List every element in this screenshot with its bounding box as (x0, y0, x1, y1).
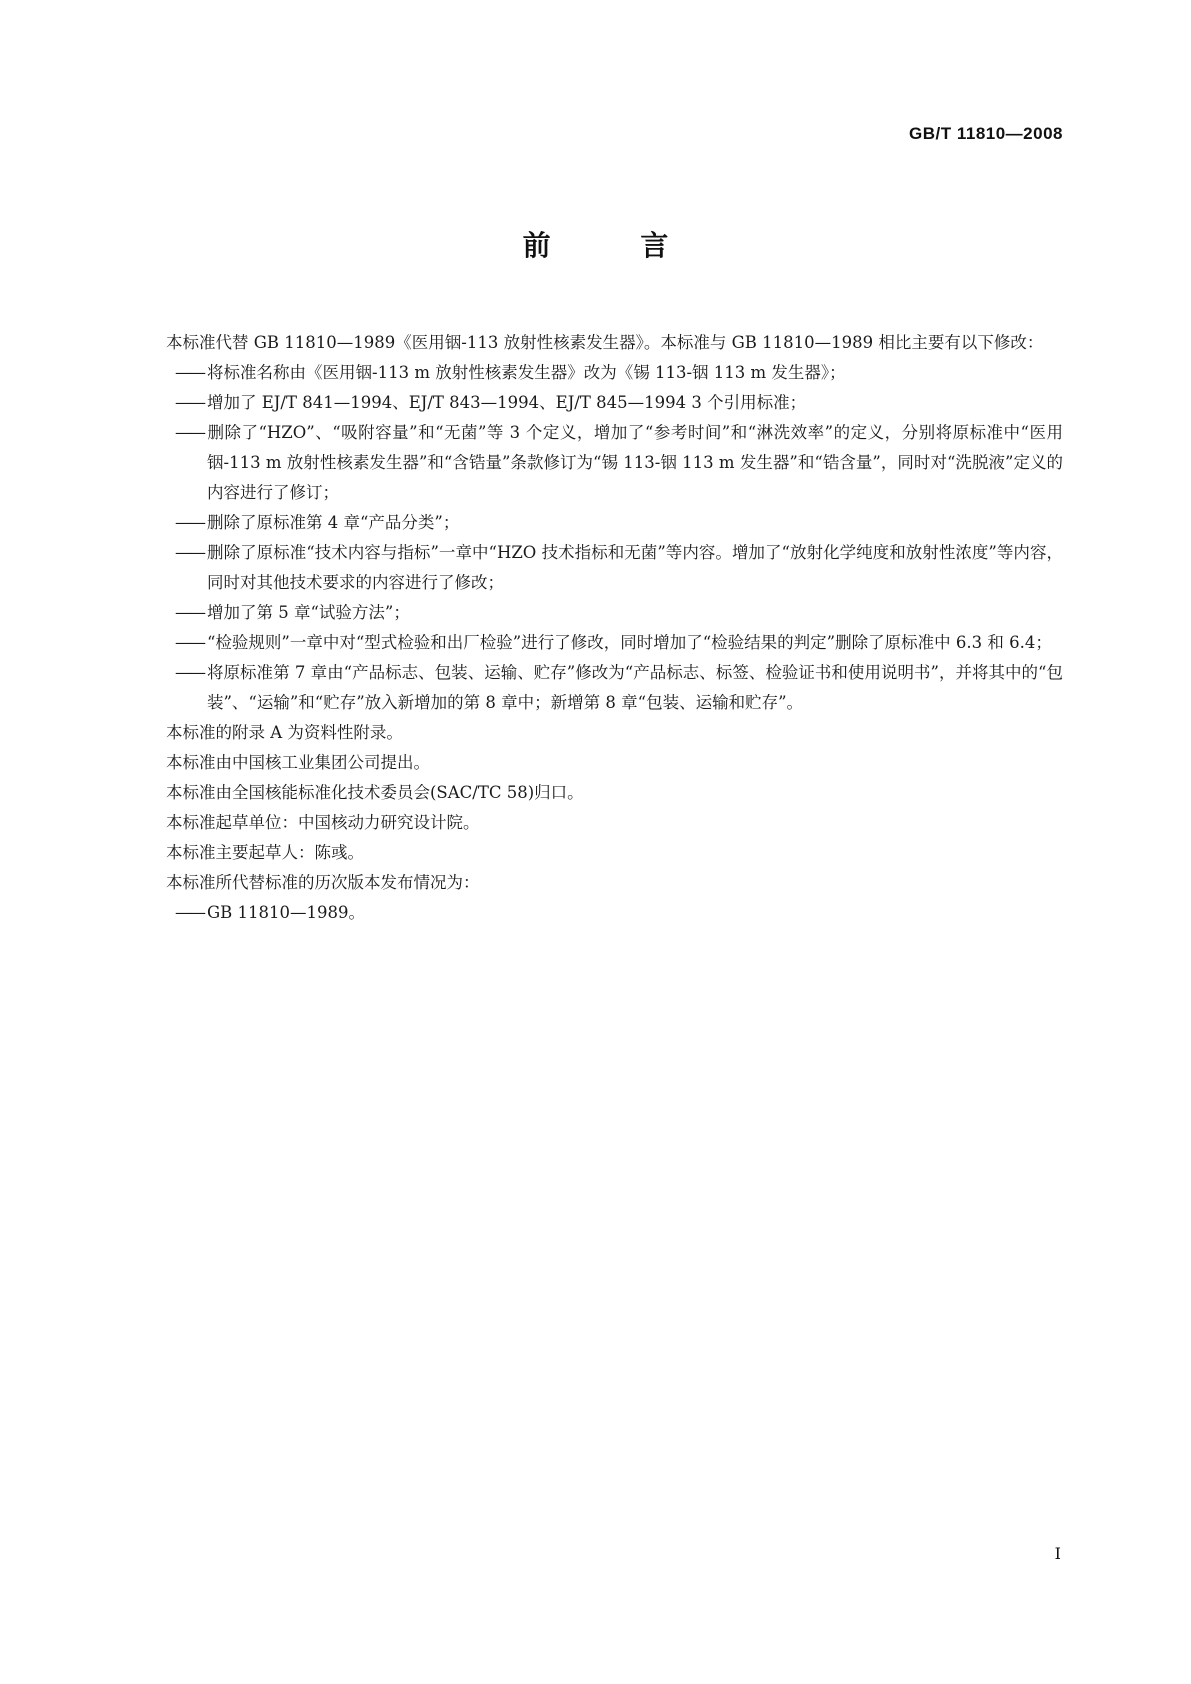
standard-code: GB/T 11810—2008 (909, 124, 1063, 143)
note-centralized-by: 本标准由全国核能标准化技术委员会(SAC/TC 58)归口。 (166, 783, 584, 802)
changes-list (133, 358, 1063, 718)
dash-marker: —— (175, 513, 204, 532)
change-item (133, 628, 1063, 658)
dash-marker: —— (175, 663, 204, 682)
dash-marker: —— (175, 543, 204, 562)
intro-paragraph: 本标准代替 GB 11810—1989《医用铟-113 放射性核素发生器》。本标准与 GB 11810—1989 相比主要有以下修改： (166, 333, 1044, 352)
note-appendix: 本标准的附录 A 为资料性附录。 (166, 723, 403, 742)
note-proposer: 本标准由中国核工业集团公司提出。 (166, 753, 430, 772)
dash-marker: —— (175, 393, 204, 412)
change-text: 增加了 EJ/T 841—1994、EJ/T 843—1994、EJ/T 845—1994 3 个引用标准； (207, 393, 807, 412)
dash-marker: —— (175, 633, 204, 652)
note-main-drafters: 本标准主要起草人：陈彧。 (166, 843, 364, 862)
change-item (133, 418, 1063, 508)
note-version-history: 本标准所代替标准的历次版本发布情况为： (166, 873, 480, 892)
note-drafting-unit: 本标准起草单位：中国核动力研究设计院。 (166, 813, 480, 832)
page-number: I (1054, 1544, 1061, 1563)
change-text: 将原标准第 7 章由“产品标志、包装、运输、贮存”修改为“产品标志、标签、检验证书和使用说明书”，并将其中的“包装”、“运输”和“贮存”放入新增加的第 8 章中；新增第 8 章“包装、运输和贮存”。 (207, 663, 1063, 712)
change-text: 将标准名称由《医用铟-113 m 放射性核素发生器》改为《锡 113-铟 113 m 发生器》； (207, 363, 846, 382)
page-title: 前 言 (522, 229, 709, 262)
dash-marker: —— (175, 603, 204, 622)
change-text: 增加了第 5 章“试验方法”； (207, 603, 410, 622)
change-item (133, 508, 1063, 538)
foreword-body (133, 328, 1063, 928)
dash-marker: —— (175, 423, 204, 442)
change-text: 删除了原标准“技术内容与指标”一章中“HZO 技术指标和无菌”等内容。增加了“放射化学纯度和放射性浓度”等内容，同时对其他技术要求的内容进行了修改； (207, 543, 1063, 592)
replaced-version-text: GB 11810—1989。 (207, 903, 366, 922)
change-item (133, 358, 1063, 388)
change-text: 删除了“HZO”、“吸附容量”和“无菌”等 3 个定义，增加了“参考时间”和“淋洗效率”的定义，分别将原标准中“医用铟-113 m 放射性核素发生器”和“含锆量”条款修订为“锡 113-铟 113 m 发生器”和“锆含量”，同时对“洗脱液”定义的内容进行了修订； (207, 423, 1063, 502)
dash-marker: —— (175, 903, 204, 922)
replaced-version-item (133, 898, 1063, 928)
change-item (133, 658, 1063, 718)
change-item (133, 388, 1063, 418)
change-text: “检验规则”一章中对“型式检验和出厂检验”进行了修改，同时增加了“检验结果的判定”删除了原标准中 6.3 和 6.4； (207, 633, 1052, 652)
change-text: 删除了原标准第 4 章“产品分类”； (207, 513, 460, 532)
change-item (133, 538, 1063, 598)
dash-marker: —— (175, 363, 204, 382)
change-item (133, 598, 1063, 628)
